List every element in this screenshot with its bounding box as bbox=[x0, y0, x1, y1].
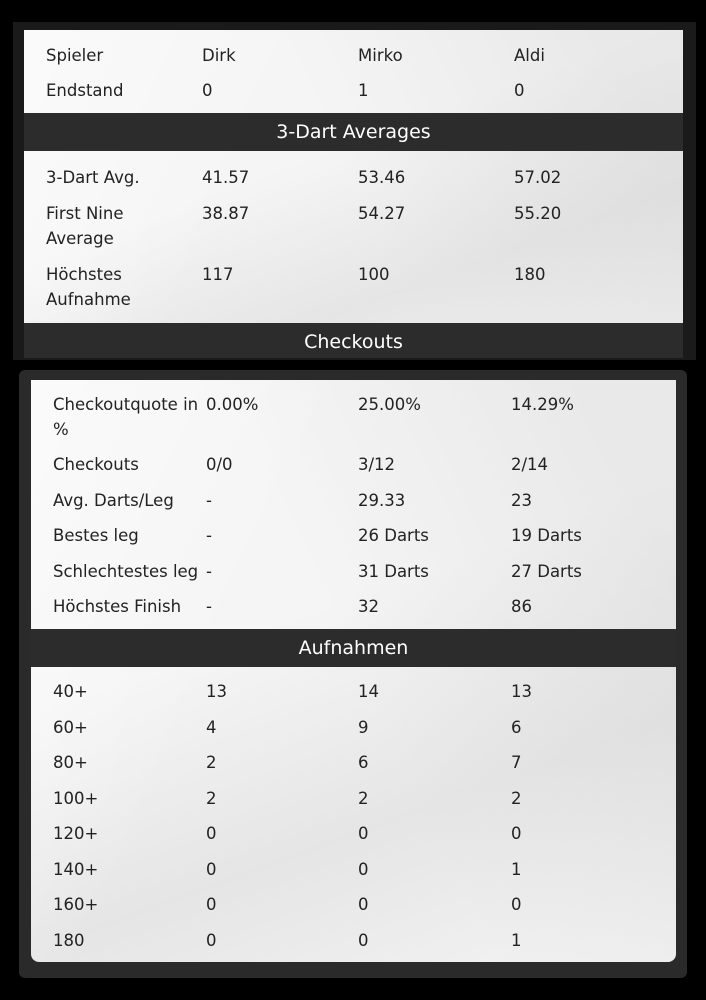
stat-label: Checkouts bbox=[53, 455, 139, 474]
stat-value: 0 bbox=[358, 860, 369, 879]
stat-value: - bbox=[206, 526, 212, 545]
stat-label: Avg. Darts/Leg bbox=[53, 491, 174, 510]
stat-value: 32 bbox=[358, 597, 379, 616]
stat-value: 0 bbox=[206, 931, 217, 950]
stat-value: 2 bbox=[358, 789, 369, 808]
stat-value: 0.00% bbox=[206, 395, 259, 414]
stats-card-bottom bbox=[31, 380, 676, 962]
stat-value: 0/0 bbox=[206, 455, 233, 474]
stat-value: - bbox=[206, 491, 212, 510]
stat-label: Bestes leg bbox=[53, 526, 139, 545]
player-name: Aldi bbox=[514, 46, 545, 65]
stat-label: 180 bbox=[53, 931, 85, 950]
stat-value: 100 bbox=[358, 265, 390, 284]
stat-value: 2 bbox=[206, 789, 217, 808]
stat-value: 0 bbox=[206, 824, 217, 843]
stat-value: - bbox=[206, 562, 212, 581]
stat-value: 55.20 bbox=[514, 204, 562, 223]
stat-value: 0 bbox=[358, 895, 369, 914]
stat-value: 38.87 bbox=[202, 204, 250, 223]
player-name: Mirko bbox=[358, 46, 403, 65]
stat-label: First Nine Average bbox=[46, 204, 124, 248]
stat-value: 1 bbox=[511, 860, 522, 879]
stat-value: 7 bbox=[511, 753, 522, 772]
stats-card-top bbox=[24, 30, 683, 358]
stat-value: 2/14 bbox=[511, 455, 549, 474]
aufnahmen-section-header: Aufnahmen bbox=[31, 629, 676, 667]
stat-value: 9 bbox=[358, 718, 369, 737]
stat-value: 2 bbox=[511, 789, 522, 808]
stat-value: 180 bbox=[514, 265, 546, 284]
stat-value: 26 Darts bbox=[358, 526, 429, 545]
stat-label: Höchstes Finish bbox=[53, 597, 182, 616]
final-score-value: 1 bbox=[358, 81, 369, 100]
stat-value: 25.00% bbox=[358, 395, 421, 414]
players-label: Spieler bbox=[46, 46, 104, 65]
stat-value: 0 bbox=[206, 860, 217, 879]
final-score-label: Endstand bbox=[46, 81, 124, 100]
stat-value: 14.29% bbox=[511, 395, 574, 414]
stat-label: Höchstes Aufnahme bbox=[46, 265, 131, 309]
stat-value: 2 bbox=[206, 753, 217, 772]
stat-value: 3/12 bbox=[358, 455, 396, 474]
averages-section-header: 3-Dart Averages bbox=[24, 113, 683, 151]
stat-value: 0 bbox=[206, 895, 217, 914]
stat-label: 120+ bbox=[53, 824, 99, 843]
stat-value: 13 bbox=[511, 682, 532, 701]
stat-label: 60+ bbox=[53, 718, 88, 737]
stat-value: 29.33 bbox=[358, 491, 406, 510]
final-score-value: 0 bbox=[202, 81, 213, 100]
final-score-value: 0 bbox=[514, 81, 525, 100]
stat-label: Schlechtestes leg bbox=[53, 562, 199, 581]
stat-value: 27 Darts bbox=[511, 562, 582, 581]
stat-label: 140+ bbox=[53, 860, 99, 879]
stat-value: 13 bbox=[206, 682, 227, 701]
stat-label: 40+ bbox=[53, 682, 88, 701]
stat-label: Checkoutquote in % bbox=[53, 395, 199, 439]
stat-value: 0 bbox=[358, 824, 369, 843]
stat-value: 41.57 bbox=[202, 168, 250, 187]
stat-value: 6 bbox=[511, 718, 522, 737]
stat-value: 31 Darts bbox=[358, 562, 429, 581]
stat-value: 57.02 bbox=[514, 168, 562, 187]
stat-label: 3-Dart Avg. bbox=[46, 168, 140, 187]
player-name: Dirk bbox=[202, 46, 236, 65]
stat-label: 160+ bbox=[53, 895, 99, 914]
stat-value: 6 bbox=[358, 753, 369, 772]
stat-value: 53.46 bbox=[358, 168, 406, 187]
stat-value: 19 Darts bbox=[511, 526, 582, 545]
stat-value: 0 bbox=[511, 895, 522, 914]
stat-value: 0 bbox=[358, 931, 369, 950]
stat-value: 117 bbox=[202, 265, 234, 284]
stat-value: 23 bbox=[511, 491, 532, 510]
stat-value: 0 bbox=[511, 824, 522, 843]
checkouts-section-header: Checkouts bbox=[24, 323, 683, 358]
stat-label: 100+ bbox=[53, 789, 99, 808]
stat-label: 80+ bbox=[53, 753, 88, 772]
stat-value: - bbox=[206, 597, 212, 616]
stat-value: 86 bbox=[511, 597, 532, 616]
stat-value: 14 bbox=[358, 682, 379, 701]
stat-value: 1 bbox=[511, 931, 522, 950]
stat-value: 4 bbox=[206, 718, 217, 737]
stat-value: 54.27 bbox=[358, 204, 406, 223]
